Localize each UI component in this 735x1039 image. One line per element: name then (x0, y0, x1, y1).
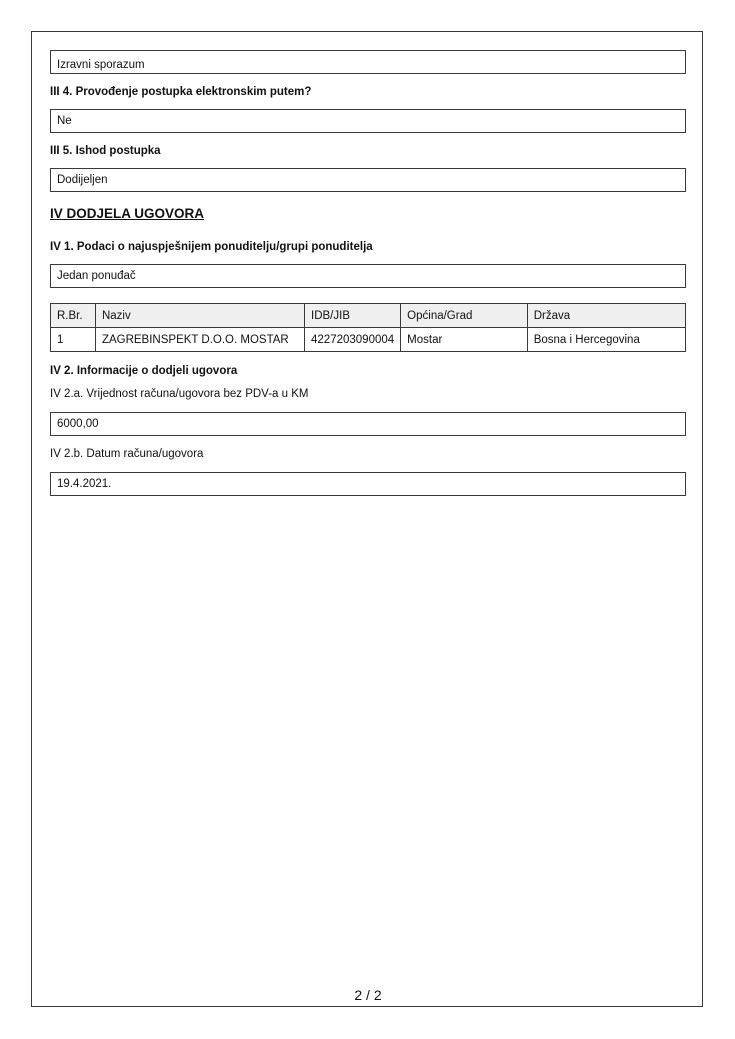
bidder-type-box (50, 264, 686, 288)
document-page (31, 31, 703, 1007)
procedure-outcome-value: Dodijeljen (57, 174, 108, 186)
bidder-table (50, 303, 686, 352)
page-content (50, 50, 686, 496)
electronic-procedure-box (50, 109, 686, 133)
table-row (51, 328, 686, 352)
bidder-type-value: Jedan ponuđač (57, 270, 136, 282)
cell-opcina-grad: Mostar (401, 328, 528, 352)
procedure-outcome-label: III 5. Ishod postupka (50, 145, 161, 157)
best-bidder-label: IV 1. Podaci o najuspješnijem ponuditelju/grupi ponuditelja (50, 241, 373, 253)
procedure-type-box (50, 50, 686, 74)
column-header-drzava: Država (527, 304, 685, 328)
cell-rbr: 1 (51, 328, 96, 352)
procedure-type-value: Izravni sporazum (57, 59, 145, 71)
section-title-contract-award: IV DODJELA UGOVORA (50, 206, 205, 221)
cell-idb-jib: 4227203090004 (305, 328, 401, 352)
bidder-table-header-row (51, 304, 686, 328)
column-header-rbr: R.Br. (51, 304, 96, 328)
electronic-procedure-label: III 4. Provođenje postupka elektronskim putem? (50, 86, 312, 98)
page-number: 2 / 2 (354, 987, 382, 1003)
electronic-procedure-value: Ne (57, 115, 72, 127)
contract-date-value: 19.4.2021. (57, 478, 112, 490)
procedure-outcome-box (50, 168, 686, 192)
column-header-naziv: Naziv (95, 304, 304, 328)
award-info-label: IV 2. Informacije o dodjeli ugovora (50, 365, 238, 377)
contract-date-label: IV 2.b. Datum računa/ugovora (50, 448, 204, 460)
cell-drzava: Bosna i Hercegovina (527, 328, 685, 352)
cell-naziv: ZAGREBINSPEKT D.O.O. MOSTAR (95, 328, 304, 352)
contract-value-label: IV 2.a. Vrijednost računa/ugovora bez PDV-a u KM (50, 388, 309, 400)
contract-value-box (50, 412, 686, 436)
column-header-opcina-grad: Općina/Grad (401, 304, 528, 328)
contract-date-box (50, 472, 686, 496)
column-header-idb-jib: IDB/JIB (305, 304, 401, 328)
contract-value-value: 6000,00 (57, 418, 99, 430)
